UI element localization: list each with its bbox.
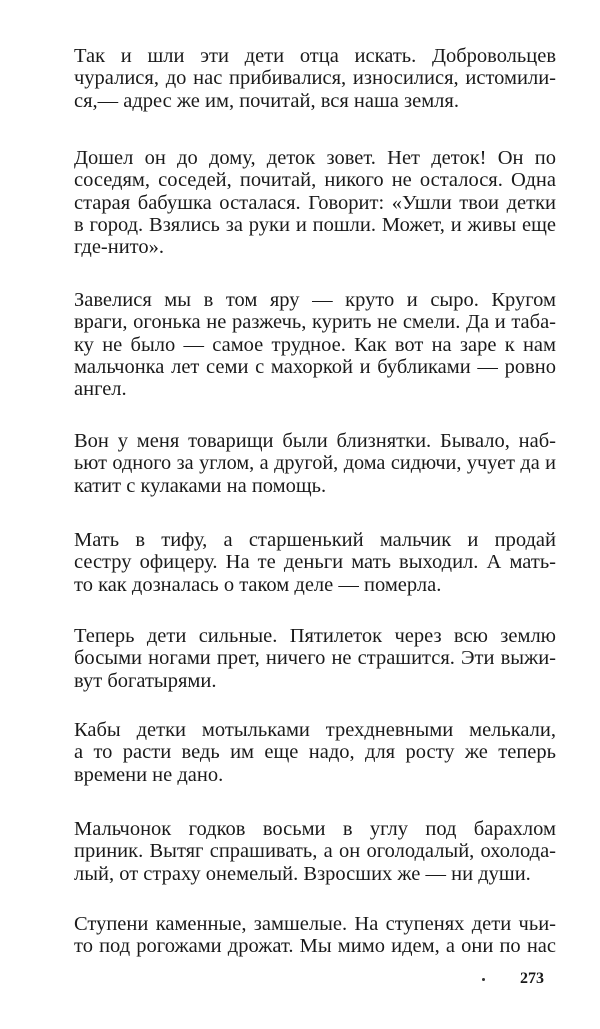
text-line: Мальчонок годков восьми в углу под барахлом	[74, 818, 556, 840]
paragraph-2	[74, 147, 556, 258]
text-line: чуралися, до нас прибивалися, износилися, истомили-	[74, 67, 556, 90]
text-line: старая бабушка осталася. Говорит: «Ушли твои детки	[74, 191, 556, 214]
text-line: Так и шли эти дети отца искать. Добровольцев	[74, 45, 556, 67]
paragraph-8	[74, 818, 556, 885]
text-line: Ступени каменные, замшелые. На ступенях дети чьи-	[74, 913, 556, 935]
text-line: враги, огонька не разжечь, курить не смели. Да и таба-	[74, 311, 556, 334]
text-line: ангел.	[74, 378, 127, 401]
text-line: Мать в тифу, а старшенький мальчик и продай	[74, 529, 556, 551]
text-line: соседям, соседей, почитай, никого не осталося. Одна	[74, 169, 556, 192]
text-line: лый, от страху онемелый. Взросших же — ни души.	[74, 862, 531, 885]
text-line: Дошел он до дому, деток зовет. Нет деток! Он по	[74, 147, 556, 169]
text-line: где-нито».	[74, 236, 164, 259]
text-line: ьют одного за углом, а другой, дома сидючи, учует да и	[74, 452, 556, 475]
text-line: ся,— адрес же им, почитай, вся наша земля.	[74, 89, 459, 112]
text-line: то под рогожами дрожат. Мы мимо идем, а они по нас	[74, 935, 556, 958]
text-line: вут богатырями.	[74, 669, 217, 692]
paragraph-6	[74, 625, 556, 692]
paragraph-3	[74, 289, 556, 400]
text-line: Завелися мы в том яру — круто и сыро. Кругом	[74, 289, 556, 311]
text-line: босыми ногами прет, ничего не страшится. Эти выжи-	[74, 647, 556, 670]
text-line: то как дозналась о таком деле — померла.	[74, 573, 442, 596]
print-speck	[482, 978, 485, 981]
text-line: приник. Вытяг спрашивать, а он оголодалый, охолода-	[74, 840, 556, 863]
paragraph-5	[74, 529, 556, 596]
page-number: 273	[520, 970, 544, 987]
paragraph-1	[74, 45, 556, 112]
text-line: Теперь дети сильные. Пятилеток через всю землю	[74, 625, 556, 647]
text-line: сестру офицеру. На те деньги мать выходил. А мать-	[74, 551, 556, 574]
text-line: Вон у меня товарищи были близнятки. Бывало, наб-	[74, 430, 556, 452]
text-line: мальчонка лет семи с махоркой и бубликами — ровно	[74, 355, 556, 378]
paragraph-7	[74, 719, 556, 786]
text-line: ку не было — самое трудное. Как вот на заре к нам	[74, 333, 556, 356]
text-line: а то расти ведь им еще надо, для росту же теперь	[74, 741, 556, 764]
text-line: Кабы детки мотыльками трехдневными мелькали,	[74, 719, 556, 741]
text-line: катит с кулаками на помощь.	[74, 474, 327, 497]
text-line: времени не дано.	[74, 763, 224, 786]
text-line: в город. Взялись за руки и пошли. Может, и живы еще	[74, 213, 556, 236]
paragraph-9	[74, 913, 556, 958]
paragraph-4	[74, 430, 556, 497]
